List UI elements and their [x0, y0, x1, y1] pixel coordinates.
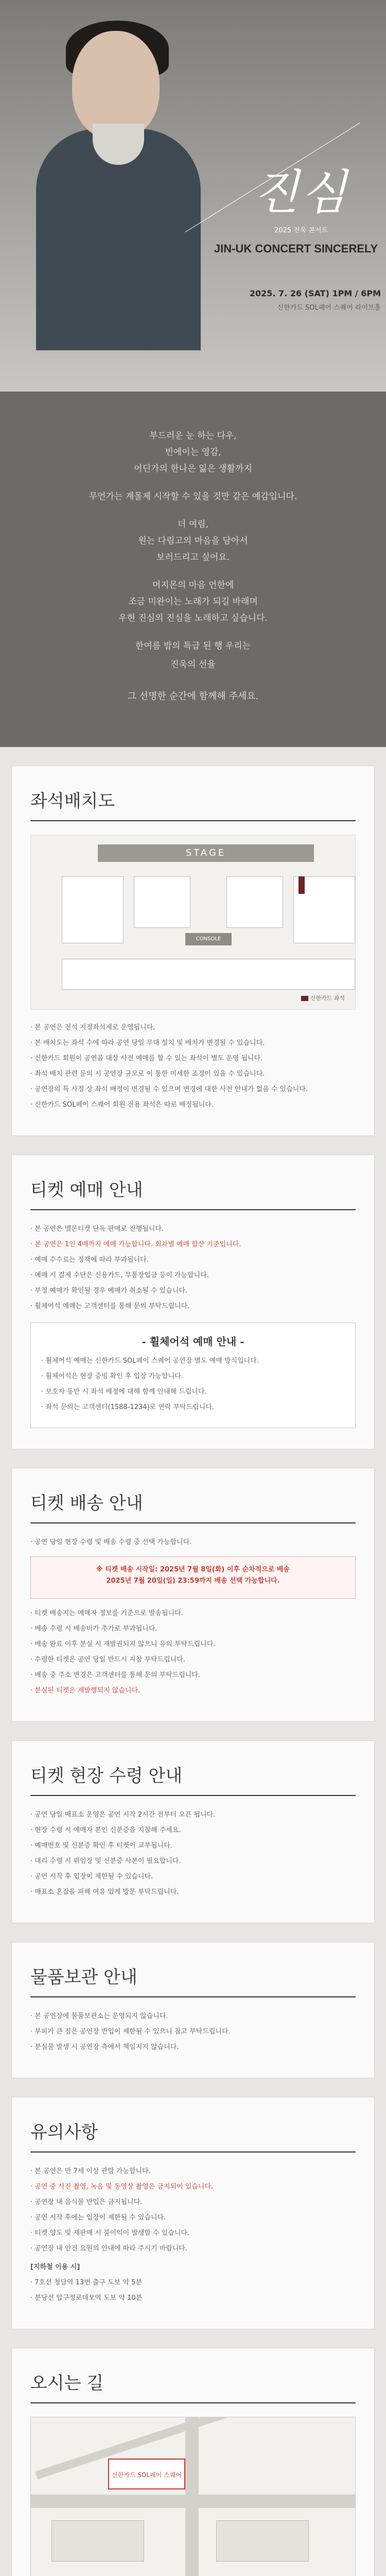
delivery-title: 티켓 배송 안내	[30, 1489, 356, 1523]
ticketing-note: · 부정 예매가 확인될 경우 예매가 취소될 수 있습니다.	[30, 1287, 188, 1295]
intro-line-4: 머지몬의 마음 언한에 조금 미완이는 노래가 되길 바래며 우현 진심의 진심을 노래하고 싶습니다.	[118, 580, 268, 623]
seating-note: · 신한카드 SOL페이 스퀘어 회원 전용 좌석은 따로 배정됩니다.	[30, 1101, 214, 1109]
caution-note: · 공연장 내 음식물 반입은 금지됩니다.	[30, 2198, 143, 2206]
wheelchair-box	[30, 1323, 356, 1428]
wheelchair-note: · 휠체어석은 현장 증빙 확인 후 입장 가능합니다.	[41, 1372, 183, 1380]
ticketing-note: · 본 공연은 1인 4매까지 예매 가능합니다. 회차별 예매 합산 기준입니다.	[30, 1241, 241, 1248]
map-building	[216, 2520, 309, 2562]
seat-block-rear	[62, 959, 355, 990]
seat-block-center-right	[226, 876, 283, 928]
pickup-note: · 공연 시작 후 입장이 제한될 수 있습니다.	[30, 1873, 153, 1880]
pickup-note: · 매표소 혼잡을 피해 여유 있게 방문 부탁드립니다.	[30, 1888, 179, 1896]
seating-chart	[30, 835, 356, 1010]
intro-line-3: 더 여림, 원는 다림고의 마음을 담아서 보러드리고 싶어요.	[138, 519, 248, 563]
map-building	[51, 2520, 144, 2562]
intro-message	[0, 392, 386, 747]
map-road	[185, 2417, 199, 2576]
storage-section	[11, 1942, 375, 2078]
caution-note: · 공연 중 사진 촬영, 녹음 및 동영상 촬영은 금지되어 있습니다.	[30, 2183, 214, 2191]
seat-block-center-left	[134, 876, 190, 928]
delivery-note: · 수령한 티켓은 공연 당일 반드시 지참 부탁드립니다.	[30, 1656, 185, 1664]
pickup-note: · 공연 당일 매표소 운영은 공연 시작 2시간 전부터 오픈 됩니다.	[30, 1811, 216, 1819]
caution-subtitle: [지하철 이용 시]	[30, 2263, 80, 2271]
seating-note: · 신한카드 회원이 공연을 대상 사전 예매를 할 수 있는 좌석이 별도 운영 됩니다.	[30, 1055, 263, 1062]
concert-name: JIN-UK CONCERT SINCERELY	[214, 242, 378, 255]
seat-block-left	[62, 876, 124, 943]
storage-title: 물품보관 안내	[30, 1963, 356, 1997]
pickup-note: · 현장 수령 시 예매자 본인 신분증을 지참해 주세요.	[30, 1826, 181, 1834]
caution-sub-note: · 분당선 압구정로데오역 도보 약 10분	[30, 2294, 143, 2302]
seating-section	[11, 766, 375, 1136]
artist-photo	[36, 21, 190, 350]
delivery-note: · 배송 완료 이후 분실 시 재발권되지 않으니 유의 부탁드립니다.	[30, 1640, 216, 1648]
caution-note: · 공연장 내 안전 요원의 안내에 따라 주시기 바랍니다.	[30, 2245, 188, 2252]
caution-note: · 본 공연은 만 7세 이상 관람 가능합니다.	[30, 2167, 151, 2175]
pickup-note: · 대리 수령 시 위임장 및 신분증 사본이 필요합니다.	[30, 1857, 181, 1865]
hero-title-script: 진심	[253, 165, 349, 220]
caution-note: · 티켓 양도 및 재판매 시 불이익이 발생할 수 있습니다.	[30, 2229, 190, 2237]
shinhan-seat-mark	[299, 876, 305, 894]
stage-label: STAGE	[98, 844, 314, 862]
caution-note: · 공연 시작 후에는 입장이 제한될 수 있습니다.	[30, 2214, 166, 2222]
pickup-section	[11, 1740, 375, 1923]
wheelchair-title: - 휠체어석 예매 안내 -	[142, 1335, 244, 1348]
ticketing-note: · 본 공연은 멜론티켓 단독 판매로 진행됩니다.	[30, 1225, 164, 1233]
storage-note: · 부피가 큰 짐은 공연장 반입이 제한될 수 있으니 참고 부탁드립니다.	[30, 2028, 231, 2036]
seating-legend	[301, 994, 345, 1002]
console-label: CONSOLE	[185, 933, 232, 945]
wheelchair-note: · 좌석 문의는 고객센터(1588-1234)로 연락 부탁드립니다.	[41, 1403, 214, 1411]
directions-section	[11, 2348, 375, 2576]
hero-tour-subtitle: 2025 진욱 콘서트	[274, 227, 328, 234]
delivery-note: · 배송 중 주소 변경은 고객센터를 통해 문의 부탁드립니다.	[30, 1671, 201, 1679]
directions-title: 오시는 길	[30, 2369, 356, 2403]
intro-closing-3: 그 선명한 순간에 함께해 주세요.	[127, 691, 259, 702]
storage-note: · 본 공연장에 물품보관소는 운영되지 않습니다.	[30, 2012, 168, 2020]
ticketing-title: 티켓 예매 안내	[30, 1176, 356, 1210]
delivery-highlight-text: ※ 티켓 배송 시작일: 2025년 7월 8일(화) 이후 순차적으로 배송 2025년 7월 20일(일) 23:59까지 배송 선택 가능합니다.	[96, 1566, 290, 1585]
ticketing-note: · 휠체어석 예매는 고객센터를 통해 문의 부탁드립니다.	[30, 1302, 190, 1310]
delivery-highlight	[30, 1556, 356, 1599]
hero-banner	[0, 0, 386, 392]
seating-note: · 공연장의 특 사정 상 좌석 배정이 변경될 수 있으며 변경에 대한 사전 안내가 없을 수 있습니다.	[30, 1086, 308, 1093]
delivery-intro: · 공연 당일 현장 수령 및 배송 수령 중 선택 가능합니다.	[30, 1538, 192, 1546]
delivery-note: · 분실된 티켓은 재발행되지 않습니다.	[30, 1687, 141, 1694]
wheelchair-note: · 휠체어석 예매는 신한카드 SOL페이 스퀘어 공연장 별도 예매 방식입니다.	[41, 1357, 259, 1365]
seating-note: · 좌석 배치 관련 문의 시 공연장 규모로 이 통한 미세한 조정이 있을 수 있습니다.	[30, 1070, 265, 1078]
ticketing-note: · 예매 시 결제 수단은 신용카드, 무통장입금 등이 가능합니다.	[30, 1272, 209, 1279]
storage-note: · 분실물 발생 시 공연장 측에서 책임지지 않습니다.	[30, 2043, 179, 2051]
delivery-note: · 티켓 배송지는 예매자 정보를 기준으로 발송됩니다.	[30, 1609, 183, 1617]
venue-marker: 신한카드 SOL페이 스퀘어	[108, 2459, 185, 2489]
intro-line-1: 부드러운 눈 하는 다우, 빈에이는 영감, 어딘가의 한나은 잃은 생활까지	[134, 431, 252, 474]
caution-title: 유의사항	[30, 2118, 356, 2153]
intro-closing-1: 한여름 밤의 특급 된 행 우리는	[135, 641, 251, 651]
location-map	[30, 2417, 356, 2576]
delivery-section	[11, 1468, 375, 1722]
concert-venue: 신한카드 SOL페이 스퀘어 라이브홀	[277, 304, 381, 312]
legend-label: 신한카드 좌석	[310, 995, 345, 1002]
pickup-title: 티켓 현장 수령 안내	[30, 1761, 356, 1796]
delivery-note: · 배송 수령 시 배송비가 추가로 부과됩니다.	[30, 1625, 157, 1633]
seating-note: · 본 공연은 전석 지정좌석제로 운영됩니다.	[30, 1024, 155, 1031]
seating-note: · 본 배치도는 좌석 수에 따라 공연 당일 무대 설치 및 배치가 변경될 수 있습니다.	[30, 1039, 265, 1047]
ticketing-section	[11, 1155, 375, 1449]
pickup-note: · 예매번호 및 신분증 확인 후 티켓이 교부됩니다.	[30, 1842, 172, 1850]
ticketing-note: · 예매 수수료는 정책에 따라 부과됩니다.	[30, 1256, 149, 1264]
caution-section	[11, 2097, 375, 2329]
caution-sub-note: · 7호선 청담역 13번 출구 도보 약 5분	[30, 2279, 142, 2286]
concert-date: 2025. 7. 26 (SAT) 1PM / 6PM	[249, 289, 381, 298]
seating-title: 좌석배치도	[30, 787, 356, 821]
intro-line-2: 무언가는 계몰제 시작할 수 있을 것만 같은 예감입니다.	[89, 492, 297, 502]
wheelchair-note: · 보호자 동반 시 좌석 배정에 대해 함께 안내해 드립니다.	[41, 1388, 207, 1396]
intro-closing-2: 진욱의 선율	[170, 659, 216, 670]
